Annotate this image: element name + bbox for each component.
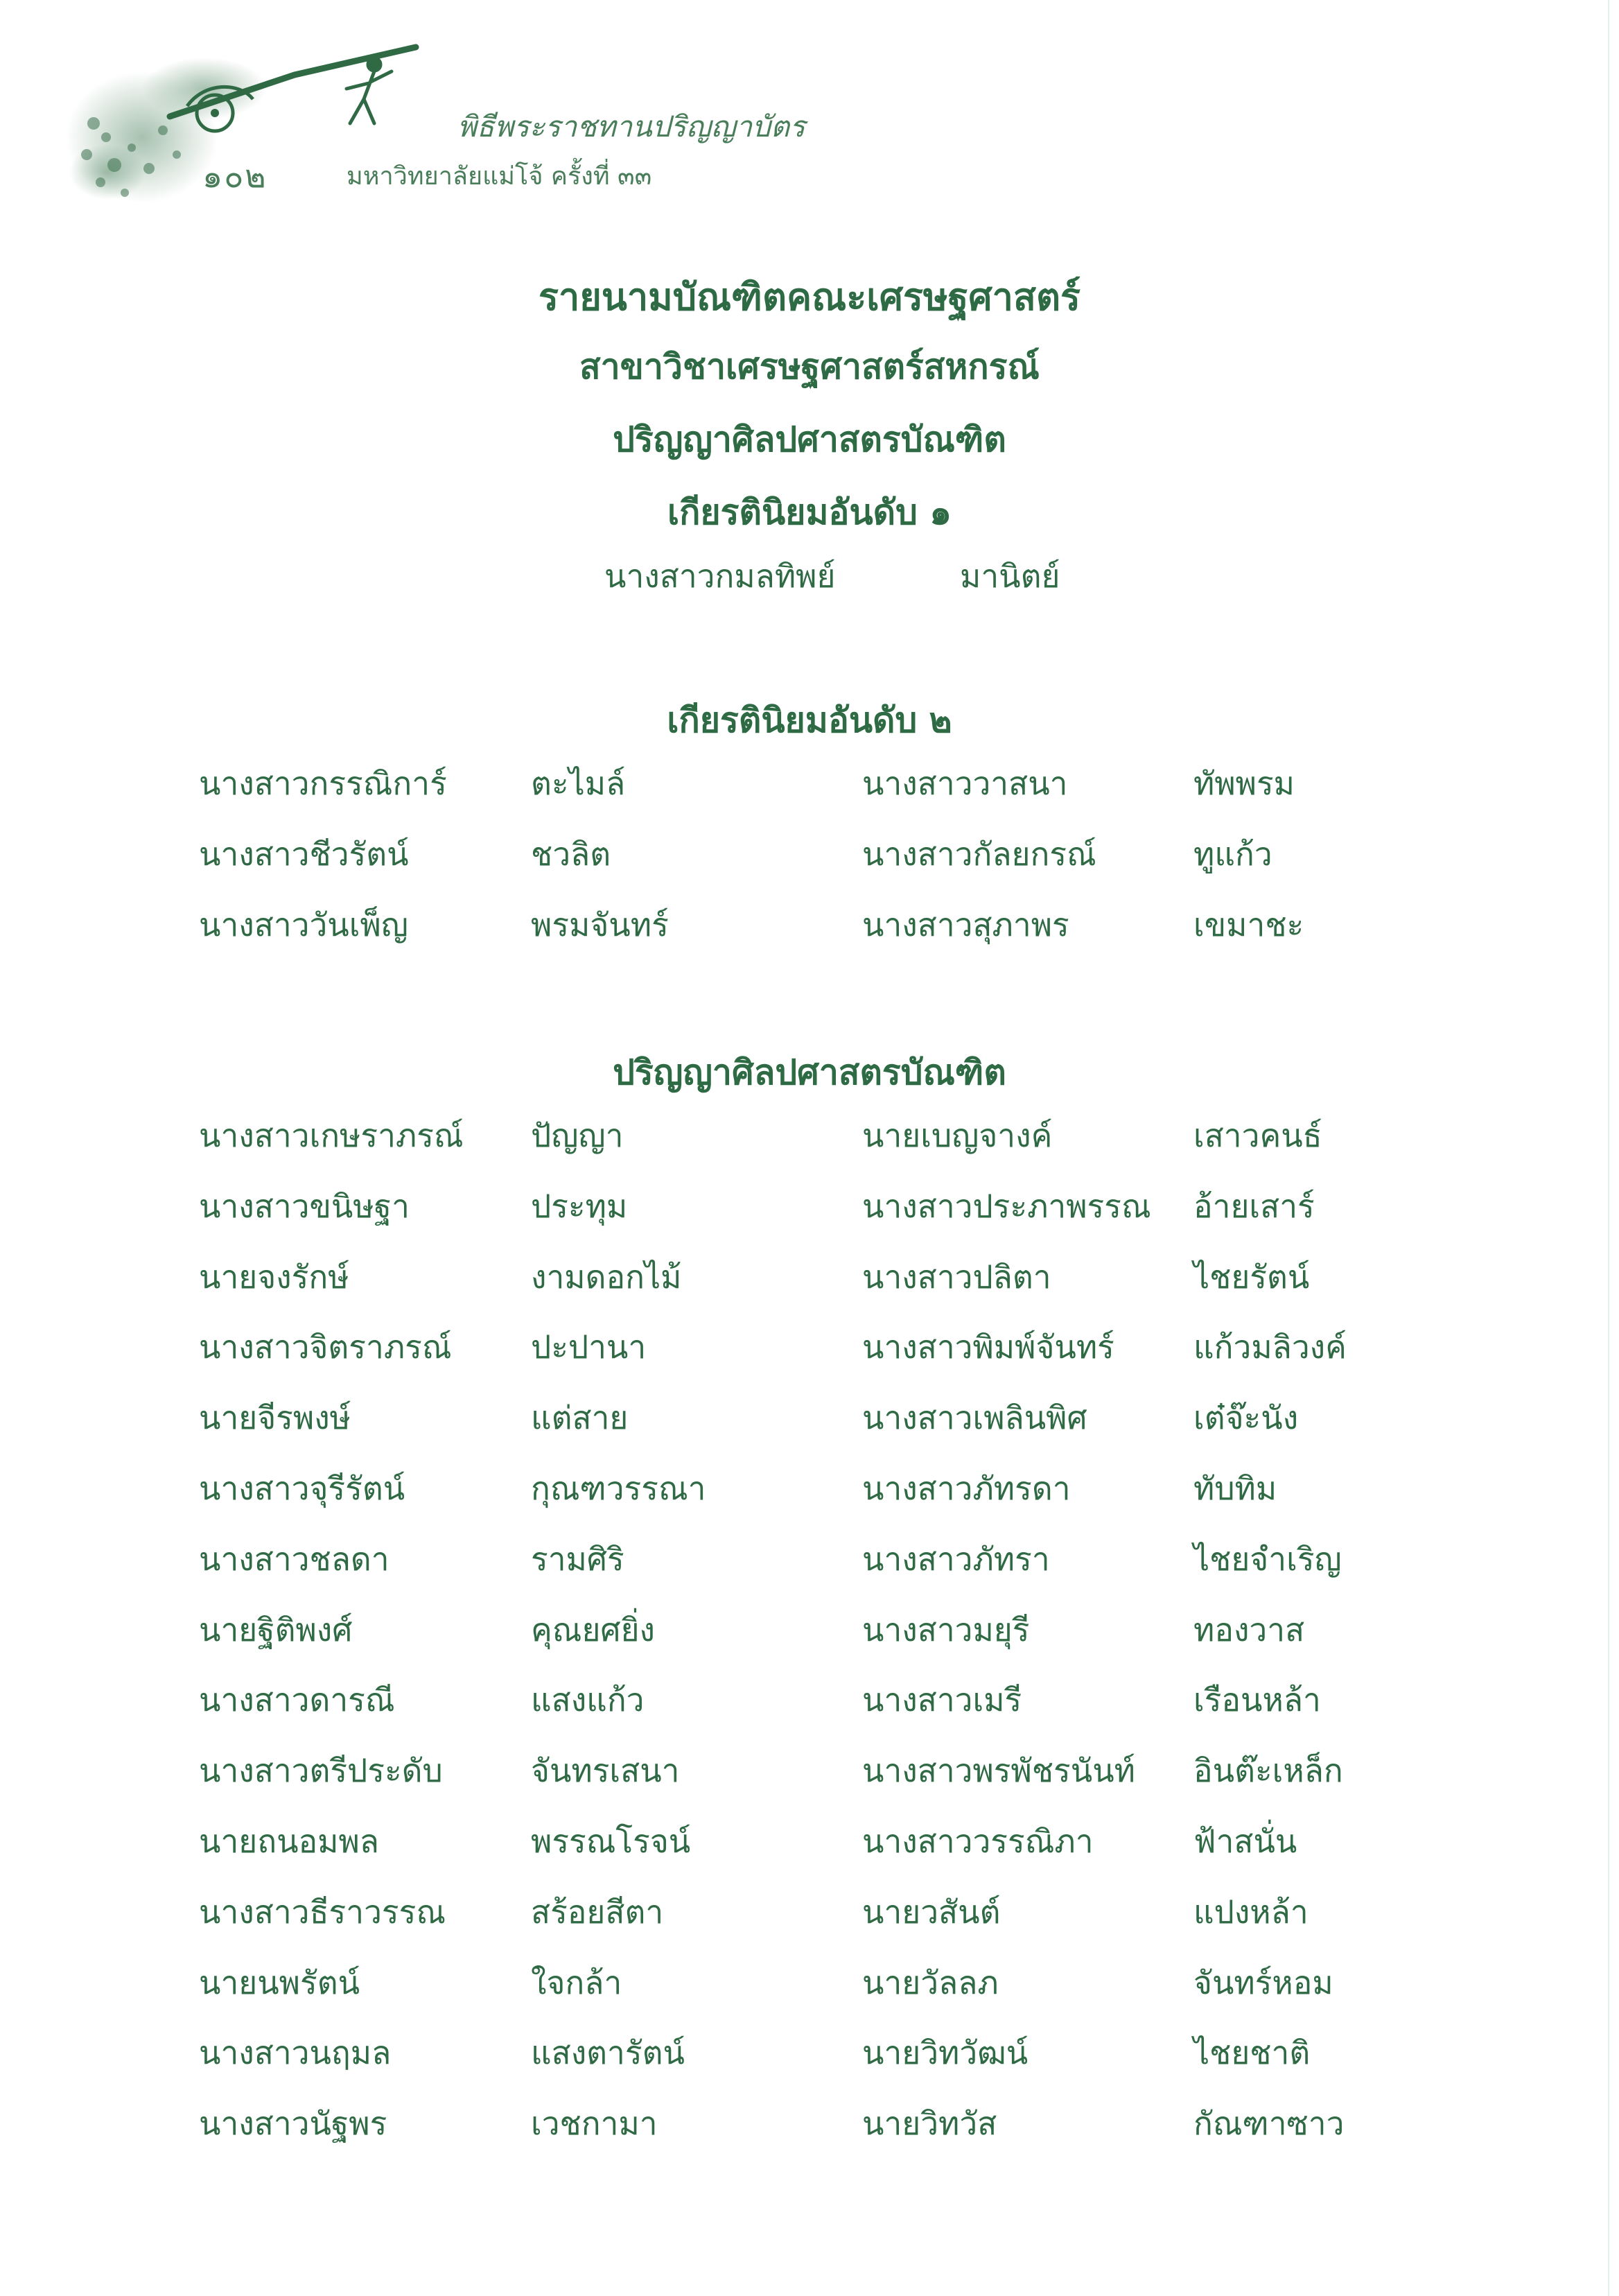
- name-row: [0, 2032, 1619, 2103]
- graduate-first-name: นางสาวธีราวรรณ: [199, 1893, 446, 1931]
- name-row: [0, 2103, 1619, 2173]
- graduate-first-name: นางสาวชลดา: [199, 1540, 390, 1578]
- graduate-first-name: นางสาวตรีประดับ: [199, 1752, 443, 1790]
- graduate-last-name: พรรณโรจน์: [531, 1822, 691, 1860]
- name-row: [0, 1750, 1619, 1820]
- graduate-first-name: นางสาววันเพ็ญ: [199, 905, 408, 943]
- name-row: [0, 1609, 1619, 1680]
- graduate-first-name: นางสาววรรณิภา: [862, 1822, 1094, 1860]
- graduate-first-name: นางสาววาสนา: [862, 765, 1068, 802]
- graduate-last-name: ประทุม: [531, 1187, 628, 1225]
- graduate-first-name: นายวัลลภ: [862, 1963, 999, 2001]
- graduate-first-name: นางสาวภัทรดา: [862, 1469, 1071, 1507]
- major-heading: สาขาวิชาเศรษฐศาสตร์สหกรณ์: [579, 347, 1040, 387]
- graduate-first-name: นายเบญจางค์: [862, 1117, 1053, 1154]
- page-number: ๑๐๒: [202, 157, 268, 195]
- name-row: [0, 1397, 1619, 1468]
- graduate-last-name: เวชกามา: [531, 2105, 658, 2143]
- graduate-last-name: ทัพพรม: [1193, 765, 1295, 802]
- graduate-last-name: รามศิริ: [531, 1540, 624, 1578]
- graduate-last-name: ไชยชาติ: [1193, 2034, 1311, 2072]
- graduate-first-name: นางสาวปลิตา: [862, 1258, 1051, 1296]
- graduate-last-name: ตะไมล์: [531, 765, 626, 802]
- graduate-first-name: นางสาวพรพัชรนันท์: [862, 1752, 1135, 1790]
- graduate-first-name: นายฐิติพงศ์: [199, 1610, 353, 1649]
- graduate-last-name: แสงแก้ว: [531, 1681, 645, 1719]
- graduate-first-name: นางสาวภัทรา: [862, 1540, 1050, 1578]
- graduate-last-name: ชวลิต: [531, 835, 611, 873]
- graduate-first-name: นายนพรัตน์: [199, 1963, 360, 2001]
- graduate-first-name: นายวิทวัฒน์: [862, 2034, 1029, 2072]
- graduate-first-name: นางสาวกรรณิการ์: [199, 765, 447, 802]
- name-row: [0, 1326, 1619, 1397]
- degree-list-heading: ปริญญาศิลปศาสตรบัณฑิต: [613, 1052, 1006, 1093]
- graduate-first-name: นายถนอมพล: [199, 1822, 379, 1860]
- degree-heading: ปริญญาศิลปศาสตรบัณฑิต: [613, 419, 1006, 460]
- graduate-last-name: เสาวคนธ์: [1193, 1117, 1322, 1154]
- degree-name-list: [0, 1115, 1619, 2173]
- graduate-first-name: นางสาวเมรี: [862, 1681, 1022, 1719]
- graduate-last-name: อ้ายเสาร์: [1193, 1187, 1315, 1225]
- graduate-first-name: นางสาวกัลยกรณ์: [862, 835, 1096, 873]
- graduate-last-name: งามดอกไม้: [531, 1258, 682, 1296]
- graduate-last-name: แต่สาย: [531, 1399, 629, 1437]
- faculty-heading: รายนามบัณฑิตคณะเศรษฐศาสตร์: [538, 275, 1081, 319]
- graduate-first-name: นางสาวนัฐพร: [199, 2105, 387, 2143]
- honor2-name-list: [0, 763, 1619, 974]
- graduate-first-name: นายวิทวัส: [862, 2105, 997, 2143]
- name-row: [0, 1891, 1619, 1962]
- honor1-heading: เกียรตินิยมอันดับ ๑: [667, 492, 952, 532]
- graduate-last-name: ทูแก้ว: [1193, 835, 1272, 873]
- graduate-last-name: จันทร์หอม: [1193, 1963, 1333, 2001]
- name-row: [0, 763, 1619, 833]
- graduate-first-name: นายวสันต์: [862, 1893, 1001, 1931]
- graduate-last-name: เรือนหล้า: [1193, 1681, 1321, 1719]
- graduate-first-name: นายจีรพงษ์: [199, 1399, 351, 1437]
- name-row: [0, 1820, 1619, 1891]
- graduate-last-name: ไชยรัตน์: [1193, 1258, 1310, 1296]
- graduate-last-name: อินต๊ะเหล็ก: [1193, 1752, 1343, 1790]
- graduate-first-name: นางสาวประภาพรรณ: [862, 1187, 1151, 1225]
- name-row: [0, 1185, 1619, 1256]
- graduate-last-name: ฟ้าสนั่น: [1193, 1822, 1297, 1860]
- graduate-first-name: นางสาวจิตราภรณ์: [199, 1328, 452, 1366]
- graduate-first-name: นางสาวสุภาพร: [862, 905, 1069, 943]
- name-row: [0, 1468, 1619, 1538]
- graduate-last-name: ใจกล้า: [531, 1963, 622, 2001]
- honor2-heading: เกียรตินิยมอันดับ ๒: [667, 700, 952, 740]
- graduate-first-name: นางสาวขนิษฐา: [199, 1187, 410, 1225]
- name-row: [0, 1538, 1619, 1609]
- graduate-last-name: ทองวาส: [1193, 1610, 1305, 1649]
- graduate-last-name: แก้วมลิวงค์: [1193, 1328, 1347, 1366]
- graduate-last-name: เขมาชะ: [1193, 905, 1304, 943]
- graduate-last-name: ปัญญา: [531, 1117, 624, 1154]
- graduate-first-name: นางสาวพิมพ์จันทร์: [862, 1328, 1114, 1366]
- name-row: [0, 904, 1619, 975]
- graduate-last-name: แสงตารัตน์: [531, 2034, 685, 2072]
- honor1-graduate-row: [0, 551, 1619, 600]
- graduate-first-name: นางสาวจุรีรัตน์: [199, 1469, 405, 1507]
- name-row: [0, 833, 1619, 904]
- graduate-last-name: พรมจันทร์: [531, 905, 669, 943]
- university-line: มหาวิทยาลัยแม่โจ้ ครั้งที่ ๓๓: [347, 162, 652, 191]
- graduate-first-name: นางสาวมยุรี: [862, 1610, 1030, 1649]
- graduate-last-name: มานิตย์: [960, 557, 1060, 595]
- graduate-last-name: ทับทิม: [1193, 1469, 1277, 1507]
- graduate-first-name: นางสาวชีวรัตน์: [199, 835, 409, 873]
- graduate-first-name: นางสาวเกษราภรณ์: [199, 1117, 464, 1154]
- graduate-first-name: นางสาวดารณี: [199, 1681, 395, 1719]
- ceremony-title: พิธีพระราชทานปริญญาบัตร: [457, 110, 805, 144]
- graduate-last-name: ไชยจำเริญ: [1193, 1540, 1342, 1578]
- graduate-first-name: นางสาวนฤมล: [199, 2034, 392, 2072]
- graduate-last-name: จันทรเสนา: [531, 1752, 680, 1790]
- name-row: [0, 1256, 1619, 1327]
- graduate-last-name: เต๋จ๊ะนัง: [1193, 1399, 1299, 1437]
- graduate-first-name: นางสาวกมลทิพย์: [604, 557, 836, 595]
- graduate-last-name: กุณฑวรรณา: [531, 1469, 706, 1507]
- graduate-last-name: แปงหล้า: [1193, 1893, 1309, 1931]
- graduate-last-name: สร้อยสีตา: [531, 1893, 664, 1931]
- graduate-last-name: คุณยศยิ่ง: [531, 1610, 656, 1649]
- graduate-first-name: นายจงรักษ์: [199, 1258, 349, 1296]
- graduate-last-name: ปะปานา: [531, 1328, 647, 1366]
- name-row: [0, 1679, 1619, 1750]
- graduate-last-name: กัณฑาซาว: [1193, 2105, 1345, 2143]
- name-row: [0, 1962, 1619, 2033]
- name-row: [0, 1115, 1619, 1185]
- graduate-first-name: นางสาวเพลินพิศ: [862, 1399, 1087, 1437]
